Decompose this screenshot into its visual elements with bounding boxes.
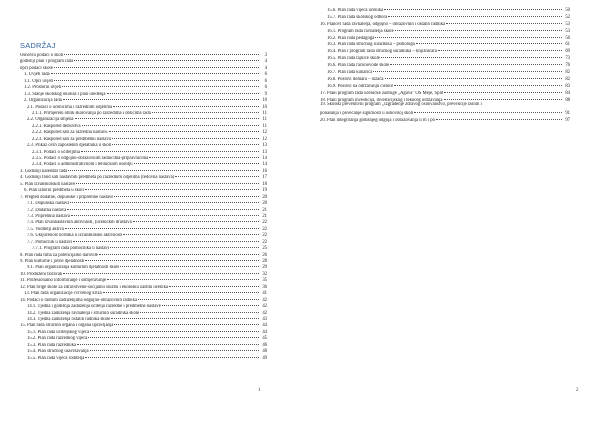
toc-entry-page: 42 — [262, 310, 267, 316]
dot-leader — [65, 224, 259, 229]
toc-entry-label: 15.3. Plan rada razrednika — [27, 342, 77, 348]
toc-entry-label: 7.7.1. Program rada pomoćnika u nastavi — [32, 246, 110, 252]
toc-entry-label: 15.7. Plan rada školskog odbora — [327, 14, 388, 20]
toc-entry-page: 13 — [262, 149, 267, 155]
toc-entry-page: 26 — [262, 252, 267, 258]
toc-entry-page: 41 — [262, 291, 267, 297]
toc-entry-label: 8. Plan rada tima za potencijalno darovite — [20, 252, 98, 258]
toc-entry-label: opći podaci škole — [20, 65, 53, 71]
toc-entry-label: 16.2. Plan rada pedagoga — [327, 35, 375, 41]
toc-entry-label: 16.6. Plan rada računovođe škole — [327, 63, 390, 69]
toc-entry-page: 17 — [262, 175, 267, 181]
toc-entry-page: 28 — [262, 259, 267, 264]
toc-list-left — [20, 51, 267, 360]
toc-entry-page: 42 — [262, 304, 267, 310]
dot-leader — [75, 114, 259, 119]
toc-entry-label: 9.1. Plan organiziranja kulturnih djelatnosti škole — [27, 265, 120, 271]
toc-entry-label: 18. Plani program investicija, investicijskog i tekućeg održavanja — [320, 97, 443, 103]
dot-leader — [85, 256, 259, 261]
dot-leader — [133, 217, 259, 222]
toc-entry-label: 16.3. Plan rada stručnog suradnika – psihologa — [327, 42, 415, 48]
toc-entry-page: 50 — [565, 8, 570, 13]
dot-leader — [114, 192, 259, 197]
toc-entry-page: 88 — [565, 97, 570, 103]
toc-entry-label: 20. Plan integriranja godišnjeg odgoja i obrazovanja u rn i po — [320, 118, 435, 124]
toc-entry-label: 2. Organizacija rada — [24, 98, 62, 104]
dot-leader — [395, 26, 562, 31]
dot-leader — [112, 140, 259, 145]
dot-leader — [113, 102, 259, 107]
toc-entry-page: 84 — [565, 90, 570, 96]
toc-entry-label: 10. Produženi boravak — [20, 271, 63, 277]
toc-entry-page: 19 — [262, 188, 267, 194]
toc-entry-page: 22 — [262, 226, 267, 232]
dot-leader — [76, 179, 259, 184]
toc-entry-page: 49 — [262, 355, 267, 361]
toc-entry-label: 2.1. Podaci o učenicima i razrednim odjelima — [27, 104, 113, 110]
toc-entry-page: 25 — [262, 246, 267, 252]
toc-entry-label: 3. Godišnji kalendar rada — [20, 168, 68, 174]
toc-entry-label: 9. Plan kulturne i javne djelatnosti — [20, 259, 85, 264]
toc-entry-page: 4 — [264, 65, 267, 71]
toc-entry-label: ponašanja i povećanje sigurnosti u osnovnoj školi — [320, 111, 414, 117]
toc-entry-label: 13. Plan rada organizacije cvrvenog križa — [24, 291, 102, 297]
toc-entry-page: 12 — [262, 130, 267, 136]
toc-entry-label: 12. Plan brige škole za zdravstveno-socijalnu službu i ekološku zaštitu učenika — [20, 284, 169, 290]
dot-leader — [63, 95, 259, 100]
toc-entry-label: 2.3.4. Podaci o administrativnom i tehničkom osoblju — [32, 162, 133, 168]
dot-leader — [444, 95, 563, 100]
toc-entry-page: 32 — [262, 271, 267, 277]
toc-entry-label: 1.3. Stanje školskog okoliša i plan uređenja — [24, 91, 106, 97]
toc-entry-label: 1.2. Prostorni uvjeti — [24, 85, 62, 91]
toc-entry-label: 14. Podaci o radnim zaduženjima odgojno-obrazovnih radnika — [20, 297, 138, 303]
toc-entry-page: 20 — [262, 201, 267, 207]
dot-leader — [74, 56, 259, 61]
toc-entry-label: 7.3. Pripremna nastava — [27, 213, 70, 219]
toc-entry-page: 3 — [264, 53, 267, 58]
toc-entry-label: 7. Pregled dodatne, dopunske i pripremne nastave — [20, 194, 114, 200]
toc-entry-label: 7.5. Voditelji aktiva — [27, 226, 64, 232]
toc-entry-label: Osnovni podaci o školi — [20, 53, 64, 58]
dot-leader — [416, 39, 562, 44]
page-number: 2 — [576, 388, 579, 393]
toc-entry-page: 6 — [264, 72, 267, 78]
dot-leader — [70, 198, 259, 203]
dot-leader — [85, 353, 259, 358]
toc-entry-label: 16.8. Poslovi domara – ložača — [327, 76, 384, 82]
toc-entry-page: 82 — [565, 70, 570, 76]
dot-leader — [120, 262, 259, 267]
dot-leader — [169, 282, 259, 287]
dot-leader — [107, 275, 259, 280]
toc-entry-label: 7.6. Uključenost učenika u izvanškolske aktivnosti — [27, 233, 123, 239]
toc-entry-label: 7.7. Pomoćnik u nastavi — [27, 239, 73, 245]
dot-leader — [381, 53, 562, 58]
toc-entry-label: 16.7. Plan rada kuharica — [327, 70, 373, 76]
toc-entry-page: 10 — [262, 104, 267, 110]
toc-entry-page: 22 — [262, 220, 267, 226]
dot-leader — [373, 67, 562, 72]
dot-leader — [90, 327, 259, 332]
toc-entry-page: 69 — [565, 49, 570, 55]
dot-leader — [103, 288, 259, 293]
toc-entry[interactable] — [320, 116, 570, 123]
toc-entry-label: 4. Godišnji fond sati nastavnih predmeta po razrednim odjelima (redovna nastava) — [20, 175, 175, 181]
dot-leader — [390, 60, 562, 65]
toc-entry-page: 11 — [262, 110, 267, 116]
toc-entry-page: 11 — [262, 123, 267, 129]
toc-entry-page: 11 — [262, 117, 267, 123]
toc-entry-label: 16.5. Plan rada tajnice škole — [327, 56, 380, 62]
toc-entry-page: 14 — [262, 156, 267, 161]
dot-leader — [394, 81, 562, 86]
toc-entry-page: 91 — [565, 111, 570, 117]
dot-leader — [77, 340, 259, 345]
dot-leader — [90, 346, 259, 351]
dot-leader — [99, 250, 259, 255]
toc-entry-page: 16 — [262, 168, 267, 174]
dot-leader — [149, 153, 259, 158]
toc-entry-label: 2.2.1. Raspored dežurstva — [32, 123, 81, 129]
toc-entry-label: 1.1. Opći uvjeti — [24, 78, 54, 84]
toc-entry-page: 53 — [565, 28, 570, 34]
toc-entry-label: 14.3. Tjedna zaduženja ostalih radnika škole — [27, 316, 111, 322]
toc-entry-page: 22 — [262, 239, 267, 245]
dot-leader — [175, 172, 259, 177]
toc-entry-page: 35 — [262, 278, 267, 284]
toc-entry-label: 1. Uvjeti rada — [24, 72, 50, 78]
dot-leader — [114, 320, 259, 325]
dot-leader — [63, 269, 259, 274]
dot-leader — [152, 108, 259, 113]
dot-leader — [384, 5, 562, 10]
toc-entry-label: 2.3.5. Podaci o odgojno-obrazovnim radnicima-pripravnicima — [32, 156, 149, 161]
toc-entry-page: 18 — [262, 181, 267, 187]
dot-leader — [446, 19, 562, 24]
toc-entry-label: 5. Plan izvanškolskih nastave — [20, 181, 76, 187]
dot-leader — [81, 147, 259, 152]
dot-leader — [134, 159, 259, 164]
toc-entry-page: 6 — [264, 85, 267, 91]
dot-leader — [444, 88, 562, 93]
dot-leader — [375, 33, 562, 38]
toc-entry-page: 76 — [565, 63, 570, 69]
toc-entry-label: 2.2. Organizacija smjena — [27, 117, 74, 123]
toc-entry-page: 13 — [262, 143, 267, 149]
toc-entry-page: 82 — [565, 76, 570, 82]
toc-entry-page: 48 — [262, 349, 267, 355]
toc-entry-label: 7.2. Dodatna nastava — [27, 207, 67, 213]
toc-entry-label: 15.6. Plan rada vijeća učenika — [327, 8, 384, 13]
toc-entry-page: 56 — [565, 35, 570, 41]
dot-leader — [388, 12, 562, 17]
toc-entry-label: 2.2.2. Raspored sati za razrednu nastavu — [32, 130, 108, 136]
toc-entry-label: 16. Planovi rada ravnatelja, odgojno – obrazovnih i ostalih radnika — [320, 21, 446, 27]
dot-leader — [438, 46, 562, 51]
toc-entry-page: 73 — [565, 56, 570, 62]
toc-entry-label: 15.2. Plan rada razrednog vijeća — [27, 336, 88, 342]
toc-entry-page: 9 — [264, 91, 267, 97]
toc-entry-label: 16.4. Plan i program rada stručnog suradnika – knjižničara — [327, 49, 437, 55]
dot-leader — [71, 211, 259, 216]
toc-entry[interactable] — [320, 96, 570, 103]
toc-entry-page: 21 — [262, 213, 267, 219]
toc-entry-page: 45 — [262, 336, 267, 342]
dot-leader — [112, 134, 259, 139]
dot-leader — [385, 74, 563, 79]
dot-leader — [82, 121, 259, 126]
toc-entry-page: 97 — [565, 118, 570, 124]
toc-entry-page: 44 — [262, 323, 267, 329]
toc-entry-page: 61 — [565, 42, 570, 48]
toc-entry-page: 22 — [262, 233, 267, 239]
dot-leader — [62, 82, 259, 87]
toc-entry-label: 2.2.3. Raspored sati za predmetnu nastavu — [32, 136, 112, 142]
toc-entry-page: 21 — [262, 207, 267, 213]
toc-entry-page: 53 — [565, 21, 570, 27]
dot-leader — [68, 166, 259, 171]
toc-entry-label: 16.1. Program rada ravnatelja škole — [327, 28, 394, 34]
toc-entry-label: 2.3. Prikaz ovih zaposlenih djelatnika u školi — [27, 143, 112, 149]
page-number: 1 — [258, 388, 261, 393]
toc-entry-label: 11. Profesionalno informiranje i usmjeravanje — [20, 278, 107, 284]
toc-entry-label: 14.2. Tjedna zaduženja ravnatelja i stručnih suradnika škole — [27, 310, 140, 316]
dot-leader — [73, 237, 259, 242]
dot-leader — [67, 205, 259, 210]
toc-entry-label: 16.9. Poslovi na održavanju čistoće — [327, 83, 394, 89]
dot-leader — [436, 115, 562, 120]
dot-leader — [162, 301, 259, 306]
right-page — [300, 0, 600, 424]
dot-leader — [54, 76, 259, 81]
dot-leader — [85, 185, 259, 190]
toc-entry-page: 10 — [262, 98, 267, 104]
toc-entry-label: 15. Plan rada stručnih organa i organa upravljanja — [20, 323, 114, 329]
toc-entry-label: 2.1.1. Primjereni oblik školovanja po razredima i oblicima rada — [32, 110, 151, 116]
toc-entry-page: 6 — [264, 78, 267, 84]
toc-entry-label: 14.1. Tjedna i godišnja zaduženja učitelja razredne i predmetne nastave — [27, 304, 161, 310]
toc-entry-label: godišnji plan i program rada — [20, 59, 74, 65]
toc-entry-label: 17. Plani program rada učeničke zadruge „Agava" OŠ Meje, Split — [320, 90, 444, 96]
toc-entry-page: 20 — [262, 194, 267, 200]
toc-entry-label: 2.3.1. Podaci o učiteljima — [32, 149, 80, 155]
toc-entry-label: 7.4. Plan izvannastavnih aktivnosti, (učeničkih društava — [27, 220, 132, 226]
toc-entry-page: 52 — [565, 14, 570, 20]
toc-entry-page: 14 — [262, 162, 267, 168]
dot-leader — [107, 89, 260, 94]
dot-leader — [140, 308, 259, 313]
toc-entry-page: 29 — [262, 265, 267, 271]
dot-leader — [110, 243, 259, 248]
toc-list-right — [320, 6, 570, 123]
toc-entry-page: 83 — [565, 83, 570, 89]
dot-leader — [414, 108, 562, 113]
dot-leader — [123, 230, 259, 235]
toc-entry-page: 4 — [264, 59, 267, 65]
toc-entry-page: 46 — [262, 342, 267, 348]
dot-leader — [138, 295, 259, 300]
toc-entry-label: 15.1. Plan rada učiteljskog vijeća — [27, 329, 90, 335]
toc-entry-page: 42 — [262, 297, 267, 303]
toc-entry-label: 19. Školski preventivni program ,,Izgrađenje zdravog osnovanstvo, prevencije rasnih i — [320, 102, 482, 108]
page-title: SADRŽAJ — [20, 41, 56, 50]
toc-entry-page: 44 — [262, 329, 267, 335]
dot-leader — [64, 50, 259, 55]
toc-entry-page: 43 — [262, 316, 267, 322]
dot-leader — [111, 314, 259, 319]
toc-entry-label: 15.4. Plan stručnog usavršavanja — [27, 349, 89, 355]
toc-entry-label: 15.5. Plan rada vijeća roditelja — [27, 355, 85, 361]
toc-entry-label: 7.1. Dopunska nastava — [27, 201, 70, 207]
dot-leader — [51, 69, 259, 74]
toc-entry-page: 12 — [262, 136, 267, 142]
dot-leader — [54, 63, 259, 68]
toc-entry-page: 36 — [262, 284, 267, 290]
toc-entry-label: 6. Plan izborni predmeta u školi — [24, 188, 84, 194]
dot-leader — [88, 333, 259, 338]
dot-leader — [109, 127, 260, 132]
